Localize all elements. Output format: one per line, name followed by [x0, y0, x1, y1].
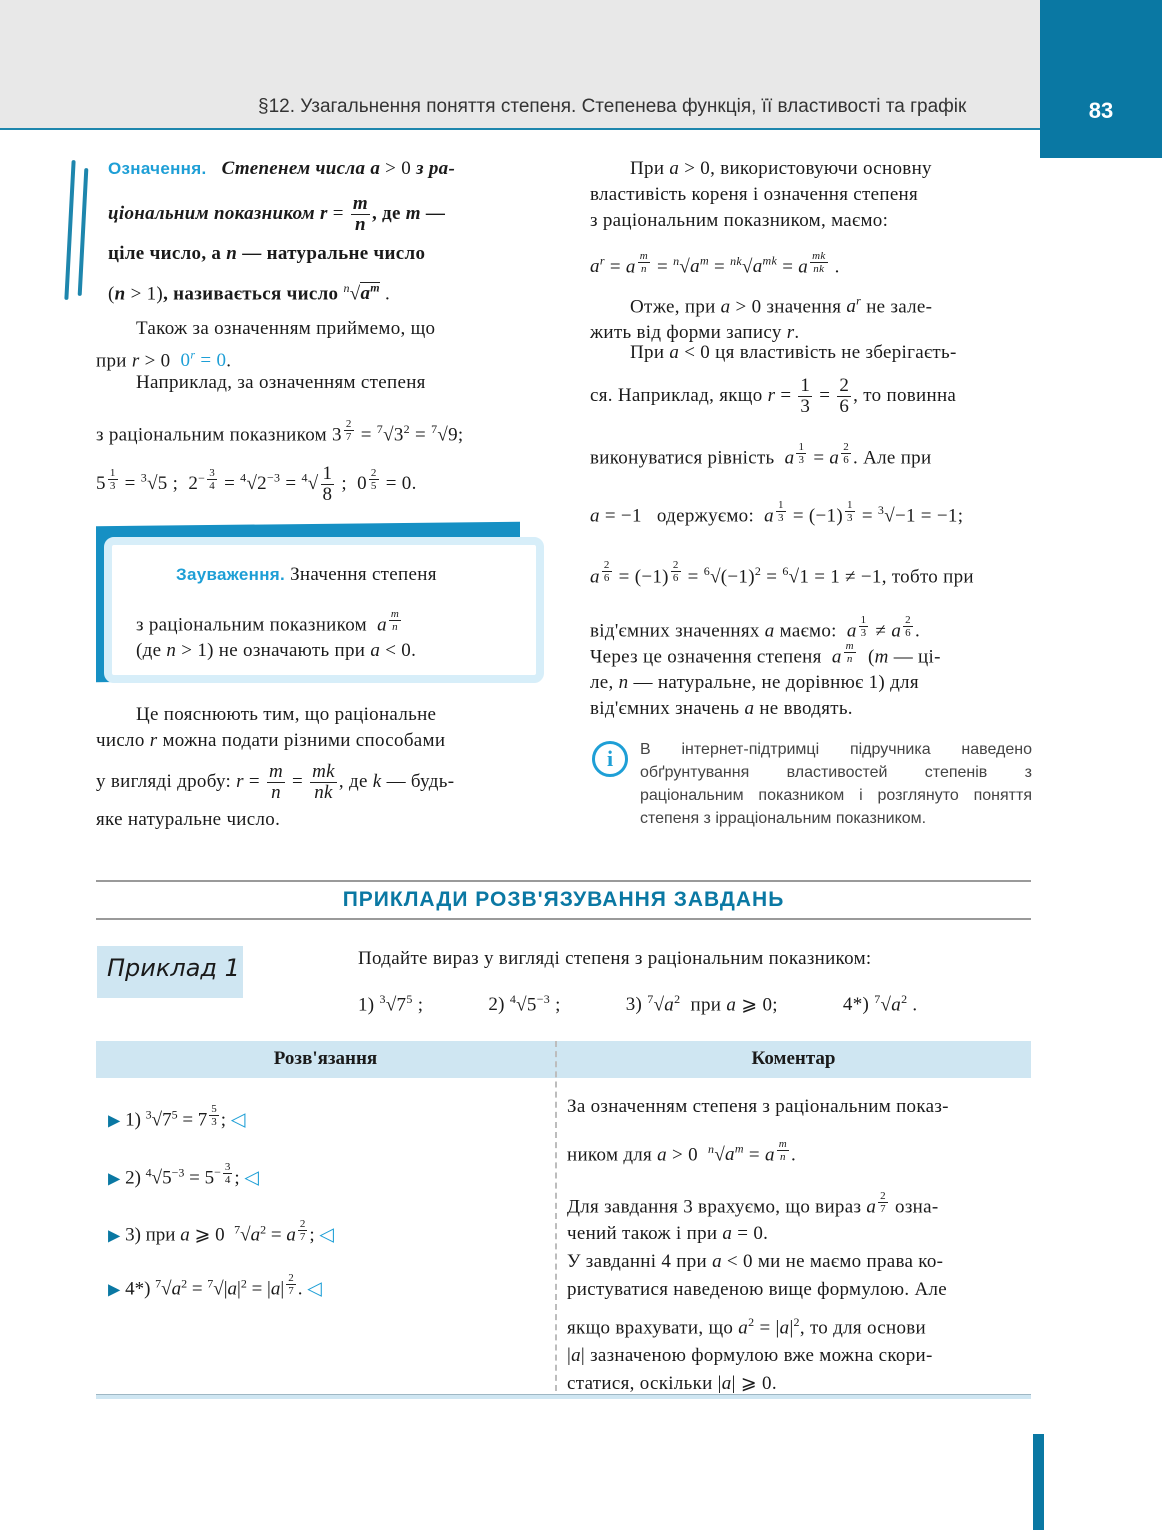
column-header-comment: Коментар [751, 1048, 836, 1069]
solution-step: ▶ 4*) $^7√a^2 = ^7√|a|^2 = |a|$ $^{\frac{2}{7}}$ . ◁ [108, 1272, 322, 1300]
info-note: В інтернет-підтримці підручника наведено обґрунтування властивостей степенів з раціональним показником і розглянуто поняття степеня з ірраціональним показником. [640, 741, 1032, 827]
paragraph-example: Наприклад, за означенням степеня з раціональним показником 3 $^{\frac{2}{7}}$ = $^7√3^2 = ^7√9$; 5 $^{\frac{1}{3}}$ = $^3$√5 ; $2^{- \frac{3}{4}}$ = $^4√2^{-3} = ^4√$ $\frac{1}{8}$ ; 0 $^{\frac{2}{5}}$ = 0. [96, 372, 464, 506]
paragraph-negative-base: При a < 0 ця властивість не зберігаєть- ся. Наприклад, якщо r = $\frac{1}{3}$ = $\frac{2}{6}$ , то повинна виконуватися рівність a $^{\frac{1}{3}}$ = a $^{\frac{2}{6}}$ . Але при a = −1 одержуємо: a $^{\frac{1}{3}}$ = (−1) $^{\frac{1}{3}}$ = $^3$√−1 = −1; a $^{\frac{2}{6}}$ = (−1) $^{\frac{2}{6}}$ = $^6√(-1)^2 = ^6√1 = 1 \ne -1$, тобто при від'ємних значеннях a маємо: a $^{\frac{1}{3}}$ ≠ a $^{\frac{2}{6}}$ . [590, 342, 974, 642]
table-bottom-rule [96, 1394, 1031, 1399]
section-rule [96, 918, 1031, 920]
definition-marker [78, 168, 89, 296]
section-rule [96, 880, 1031, 882]
paragraph-therefore: Отже, при a > 0 значення $a^r$ не зале- жить від форми запису r. [590, 294, 933, 344]
paragraph-explain: Це пояснюють тим, що раціональне число r можна подати різними способами у вигляді дробу: r = $\frac{m}{n}$ = $\frac{mk}{nk}$ , де k — будь- яке натуральне число. [96, 704, 455, 830]
definition-marker [64, 160, 75, 300]
paragraph-positive-base: При a > 0, використовуючи основну властивість кореня і означення степеня з раціональним показником, маємо: $a^r = a$ $^{\frac{m}{n}}$ = $^n√a^m = ^{nk}√a^{mk} = a$ $^{\frac{mk}{nk}}$ . [590, 158, 932, 278]
page-number: 83 [1088, 98, 1114, 123]
example-badge: Приклад 1 [97, 946, 243, 998]
info-icon: i [592, 741, 628, 777]
comment-text: За означенням степеня з раціональним показ- ником для a > 0 $^n√a^m = a$ $^{\frac{m}{n}}$ . Для завдання 3 врахуємо, що вираз a $^{\frac{2}{7}}$ озна- чений також і при a = 0. У завданні 4 при a < 0 ми не маємо права ко- ристуватися наведеною вище формулою. Але якщо врахувати, що $a^2 = |a|^2$, то для основи |a| зазначеною формулою вже можна скори- статися, оскільки |a| ⩾ 0. [567, 1096, 949, 1394]
example-task: Подайте вираз у вигляді степеня з раціональним показником: 1) $^3√7^5$ ; 2) $^4√5^{-3}$ ; 3) $^7√a^2$ при a ⩾ 0; 4*) $^7√a^2$ . [358, 948, 918, 1016]
remark-text: Зауваження. Значення степеня з раціональним показником a $^{\frac{m}{n}}$ (де n > 1) не означають при a < 0. [136, 564, 437, 662]
definition: Означення. Степенем числа a > 0 з ра- ціональним показником r = $\frac{m}{n}$ , де m — ціле число, а n — натуральне число (n > 1), називається число $^n√a^m$ . [108, 158, 456, 305]
paragraph-also: Також за означенням приймемо, що при r > 0 $0^r = 0$. [96, 318, 436, 372]
solution-step: ▶ 3) при a ⩾ 0 $^7√a^2 = a$ $^{\frac{2}{7}}$ ; ◁ [108, 1218, 334, 1246]
page-number-tab [1040, 0, 1162, 158]
solution-step: ▶ 1) $^3√7^5 = 7$ $^{\frac{5}{3}}$ ; ◁ [108, 1103, 246, 1131]
table-divider [555, 1041, 557, 1391]
column-header-solution: Розв'язання [273, 1048, 378, 1069]
paragraph-conclusion: Через це означення степеня a $^{\frac{m}{n}}$ (m — ці- ле, n — натуральне, не дорівнює 1) для від'ємних значень a не вводять. [590, 639, 941, 720]
solution-step: ▶ 2) $^4√5^{-3} = 5^{- \frac{3}{4}}$ ; ◁ [108, 1161, 260, 1189]
page-header-title: §12. Узагальнення поняття степеня. Степенева функція, її властивості та графік [258, 96, 967, 117]
section-heading: ПРИКЛАДИ РОЗВ'ЯЗУВАННЯ ЗАВДАНЬ [342, 888, 785, 911]
page-edge-bar [1033, 1434, 1044, 1530]
